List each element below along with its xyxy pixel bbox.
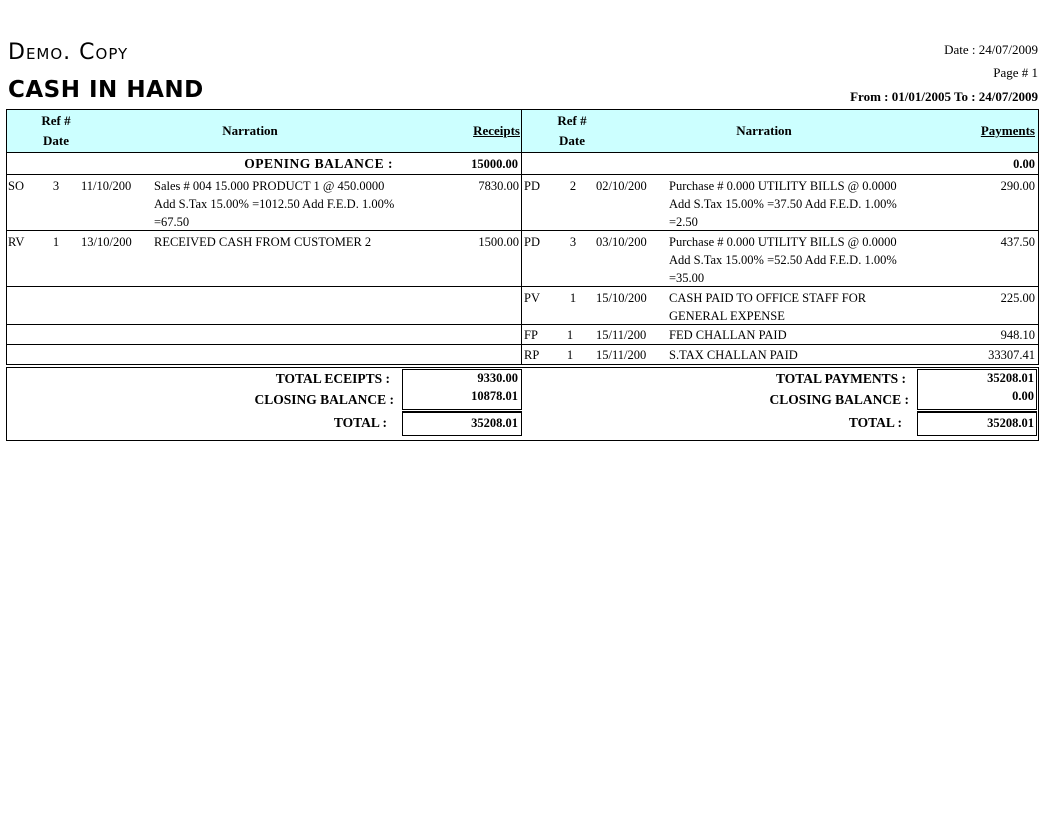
receipt-date: 13/10/200: [81, 235, 132, 249]
receipt-ref: 1: [52, 235, 60, 249]
col-receipts: Receipts: [473, 123, 520, 138]
total-payments-value: 35208.01: [987, 371, 1034, 385]
receipt-type: SO: [8, 179, 24, 193]
total-payments-label: TOTAL PAYMENTS :: [775, 371, 906, 386]
receipt-amount: 7830.00: [478, 179, 519, 193]
payment-type: PD: [524, 235, 540, 249]
closing-balance-right-value: 0.00: [1012, 389, 1034, 403]
payment-narration: Purchase # 0.000 UTILITY BILLS @ 0.0000 Add S.Tax 15.00% =52.50 Add F.E.D. 1.00% =35.00: [669, 235, 897, 285]
total-receipts-value: 9330.00: [477, 371, 518, 385]
company-name: Demo. Copy: [8, 40, 129, 65]
payment-amount: 948.10: [1000, 328, 1035, 342]
payment-narration: S.TAX CHALLAN PAID: [669, 348, 798, 362]
grand-total-right-value: 35208.01: [987, 416, 1034, 430]
payment-narration: Purchase # 0.000 UTILITY BILLS @ 0.0000 Add S.Tax 15.00% =37.50 Add F.E.D. 1.00% =2.50: [669, 179, 897, 229]
col-ref-right: Ref #: [557, 113, 587, 128]
opening-balance-label: OPENING BALANCE :: [244, 156, 393, 171]
payment-date: 15/10/200: [596, 291, 647, 305]
payment-ref: 1: [569, 291, 577, 305]
closing-balance-left-value: 10878.01: [471, 389, 518, 403]
payment-type: FP: [524, 328, 538, 342]
receipt-ref: 3: [52, 179, 60, 193]
receipt-narration: RECEIVED CASH FROM CUSTOMER 2: [154, 235, 372, 249]
payment-date: 15/11/200: [596, 328, 647, 342]
report-title: CASH IN HAND: [8, 77, 204, 103]
date-range: From : 01/01/2005 To : 24/07/2009: [850, 89, 1038, 104]
payment-ref: 2: [569, 179, 577, 193]
grand-total-left-label: TOTAL :: [333, 415, 387, 430]
total-receipts-label: TOTAL ECEIPTS :: [275, 371, 390, 386]
payment-amount: 33307.41: [988, 348, 1035, 362]
page-number: Page # 1: [993, 65, 1038, 80]
payment-amount: 290.00: [1000, 179, 1035, 193]
grand-total-left-value: 35208.01: [471, 416, 518, 430]
opening-balance-receipts: 15000.00: [471, 157, 518, 171]
payment-date: 15/11/200: [596, 348, 647, 362]
receipt-date: 11/10/200: [81, 179, 132, 193]
payment-ref: 1: [566, 348, 574, 362]
closing-balance-right-label: CLOSING BALANCE :: [769, 392, 909, 407]
report-date: Date : 24/07/2009: [944, 42, 1038, 57]
payment-ref: 3: [569, 235, 577, 249]
col-narration-left: Narration: [222, 123, 278, 138]
payment-ref: 1: [566, 328, 574, 342]
col-payments: Payments: [980, 123, 1035, 138]
payment-date: 02/10/200: [596, 179, 647, 193]
receipt-type: RV: [8, 235, 25, 249]
col-ref-left: Ref #: [41, 113, 71, 128]
payment-type: PD: [524, 179, 540, 193]
payment-amount: 437.50: [1000, 235, 1035, 249]
opening-balance-payments: 0.00: [1013, 157, 1035, 171]
col-date-left: Date: [43, 133, 69, 148]
closing-balance-left-label: CLOSING BALANCE :: [254, 392, 394, 407]
column-header-band: [7, 110, 1038, 153]
payment-date: 03/10/200: [596, 235, 647, 249]
payment-narration: FED CHALLAN PAID: [669, 328, 787, 342]
col-narration-right: Narration: [736, 123, 792, 138]
payment-type: RP: [524, 348, 540, 362]
grand-total-right-label: TOTAL :: [848, 415, 902, 430]
col-date-right: Date: [559, 133, 585, 148]
receipt-amount: 1500.00: [478, 235, 519, 249]
payment-amount: 225.00: [1000, 291, 1035, 305]
payment-type: PV: [524, 291, 540, 305]
receipt-narration: Sales # 004 15.000 PRODUCT 1 @ 450.0000 Add S.Tax 15.00% =1012.50 Add F.E.D. 1.00% =67.50: [154, 179, 395, 229]
payment-narration: CASH PAID TO OFFICE STAFF FOR GENERAL EXPENSE: [669, 291, 867, 323]
